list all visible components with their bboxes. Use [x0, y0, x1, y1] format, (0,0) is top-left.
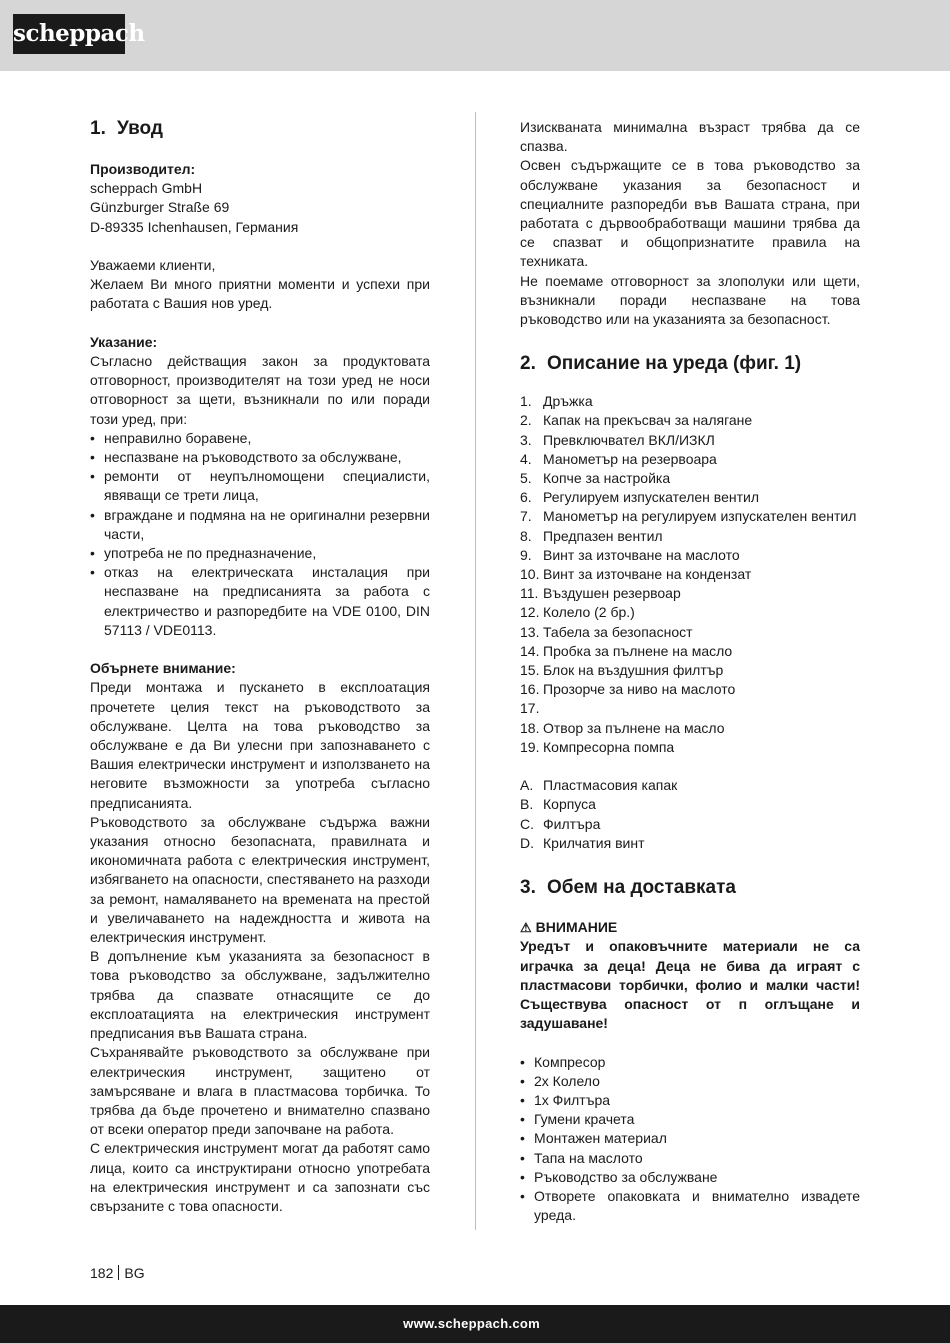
list-item: • Компресор	[520, 1053, 860, 1072]
list-item: • 2x Колело	[520, 1072, 860, 1091]
list-item: • 1x Филтъра	[520, 1091, 860, 1110]
list-item: 18. Отвор за пълнене на масло	[520, 719, 725, 736]
section-1-number: 1.	[90, 118, 106, 139]
greeting: Уважаеми клиенти,	[90, 257, 216, 273]
section-2-number: 2.	[520, 353, 536, 375]
warning-triangle-icon: ⚠	[520, 920, 532, 936]
list-item: C. Филтъра	[520, 815, 601, 832]
section-2-title: Описание на уреда (фиг. 1)	[547, 353, 802, 375]
manufacturer-line: D-89335 Ichenhausen, Германия	[90, 218, 299, 235]
list-item: • Отворете опаковката и внимателно извадете уреда.	[520, 1187, 860, 1225]
list-item: 7. Манометър на регулируем изпускателен вентил	[520, 508, 857, 525]
attention-paragraph: С електрическия инструмент могат да работят само лица, които са инструктирани относно употребата на електрическия инструмент и са запознати със свързаните с това опасности.	[90, 1140, 430, 1214]
language-code: BG	[124, 1265, 145, 1281]
list-item: 11. Въздушен резервоар	[520, 585, 681, 602]
website-link[interactable]: www.scheppach.com	[403, 1316, 540, 1331]
section-2-heading	[520, 353, 860, 375]
list-item: 3. Превключвател ВКЛ/ИЗКЛ	[520, 431, 715, 448]
manufacturer-line: scheppach GmbH	[90, 180, 203, 197]
attention-paragraph: В допълнение към указанията за безопасност в това ръководство за обслужване, задължително трябва да спазвате отнасящите се до експлоатацията на електрическия инструмент предписания във Вашата страна.	[90, 948, 430, 1042]
list-item: 10. Винт за източване на кондензат	[520, 566, 752, 583]
list-item: 16. Прозорче за ниво на маслото	[520, 681, 736, 698]
section-1-title: Увод	[117, 118, 163, 139]
list-item: • Ръководство за обслужване	[520, 1168, 860, 1187]
attention-label: Обърнете внимание:	[90, 660, 236, 677]
list-item: • ремонти от неупълномощени специалисти, явяващи се трети лица,	[90, 467, 430, 505]
section-1-heading	[90, 118, 430, 140]
list-item: 17.	[520, 700, 540, 717]
list-item: • Монтажен материал	[520, 1129, 860, 1148]
section-3-heading	[520, 877, 860, 899]
notice-label: Указание:	[90, 333, 158, 350]
greeting-text: Желаем Ви много приятни моменти и успехи при работата с Вашия нов уред.	[90, 276, 430, 312]
list-item: 13. Табела за безопасност	[520, 623, 693, 640]
list-item: 4. Манометър на резервоара	[520, 450, 717, 467]
page-footer	[90, 1264, 145, 1283]
list-item: • Тапа на маслото	[520, 1149, 860, 1168]
intro-paragraph: Не поемаме отговорност за злополуки или щети, възникнали поради неспазване на това ръководство или на указанията за безопасност.	[520, 272, 860, 328]
notice-text: Съгласно действащия закон за продуктовата отговорност, производителят на този уред не носи отговорност за щети, възникнали по или поради този уред, при:	[90, 353, 430, 427]
warning-text: Уредът и опаковъчните материали не са играчка за деца! Деца не бива да играят с пластмасови торбички, фолио и малки части! Съществува опасност от п оглъщане и задушаване!	[520, 938, 860, 1032]
left-column	[90, 118, 430, 1216]
header-bar	[0, 0, 950, 71]
attention-paragraph: Ръководството за обслужване съдържа важни указания относно безопасната, правилната и икономичната работа с електрическия инструмент, избягването на опасности, спестяването на разходи за ремонт, намаляването на времената на престой и увеличаването на надеждността и живота на електрическия инструмент.	[90, 813, 430, 946]
list-item: 6. Регулируем изпускателен вентил	[520, 489, 759, 506]
list-item: • Гумени крачета	[520, 1110, 860, 1129]
attention-paragraph: Преди монтажа и пускането в експлоатация прочетете целия текст на ръководството за обслужване. Целта на това ръководство за обслужване е да Ви улесни при запознаването с Вашия електрически инструмент и използването на неговите възможности за употреба съгласно предписанията.	[90, 679, 430, 811]
column-divider	[475, 112, 476, 1230]
list-item: A. Пластмасовия капак	[520, 777, 678, 794]
delivery-list	[520, 1053, 860, 1226]
intro-paragraph: Изискваната минимална възраст трябва да се спазва.	[520, 119, 860, 155]
scheppach-logo: scheppach	[13, 14, 125, 54]
right-column	[520, 118, 860, 1225]
notice-list	[90, 429, 430, 640]
page-number: 182	[90, 1265, 114, 1281]
footer-bar	[0, 1305, 950, 1343]
manufacturer-label: Производител:	[90, 161, 196, 177]
list-item: • неправилно боравене,	[90, 429, 430, 448]
list-item: 2. Капак на прекъсвач за налягане	[520, 412, 753, 429]
list-item: 12. Колело (2 бр.)	[520, 604, 635, 621]
warning-heading	[520, 918, 860, 937]
list-item: • неспазване на ръководството за обслужване,	[90, 448, 430, 467]
list-item: 9. Винт за източване на маслото	[520, 546, 740, 563]
list-item: • отказ на електрическата инсталация при неспазване на предписанията за работа с електричество и разпоредбите на VDE 0100, DIN 57113 / VDE0113.	[90, 563, 430, 640]
parts-letter-list	[520, 776, 860, 853]
list-item: 1. Дръжка	[520, 393, 593, 410]
list-item: 15. Блок на въздушния филтър	[520, 662, 724, 679]
warning-label: ВНИМАНИЕ	[535, 919, 618, 936]
list-item: 8. Предпазен вентил	[520, 527, 663, 544]
parts-list	[520, 392, 860, 757]
list-item: 14. Пробка за пълнене на масло	[520, 642, 733, 659]
list-item: 5. Копче за настройка	[520, 470, 671, 487]
intro-paragraph: Освен съдържащите се в това ръководство за обслужване указания за безопасност и специалните разпоредби във Вашата страна, при работата с дървообработващи машини трябва да се спазват и общопризнатите правила на техниката.	[520, 157, 860, 270]
list-item: • вграждане и подмяна на не оригинални резервни части,	[90, 506, 430, 544]
list-item: B. Корпуса	[520, 796, 596, 813]
list-item: D. Крилчатия винт	[520, 834, 645, 851]
section-3-number: 3.	[520, 877, 536, 899]
section-3-title: Обем на доставката	[547, 877, 736, 899]
manufacturer-line: Günzburger Straße 69	[90, 199, 230, 216]
list-item: 19. Компресорна помпа	[520, 738, 675, 755]
list-item: • употреба не по предназначение,	[90, 544, 430, 563]
attention-paragraph: Съхранявайте ръководството за обслужване при електрическия инструмент, защитено от замърсяване и влага в пластмасова торбичка. То трябва да бъде прочетено и внимателно спазвано от всеки оператор преди започване на работа.	[90, 1044, 430, 1138]
